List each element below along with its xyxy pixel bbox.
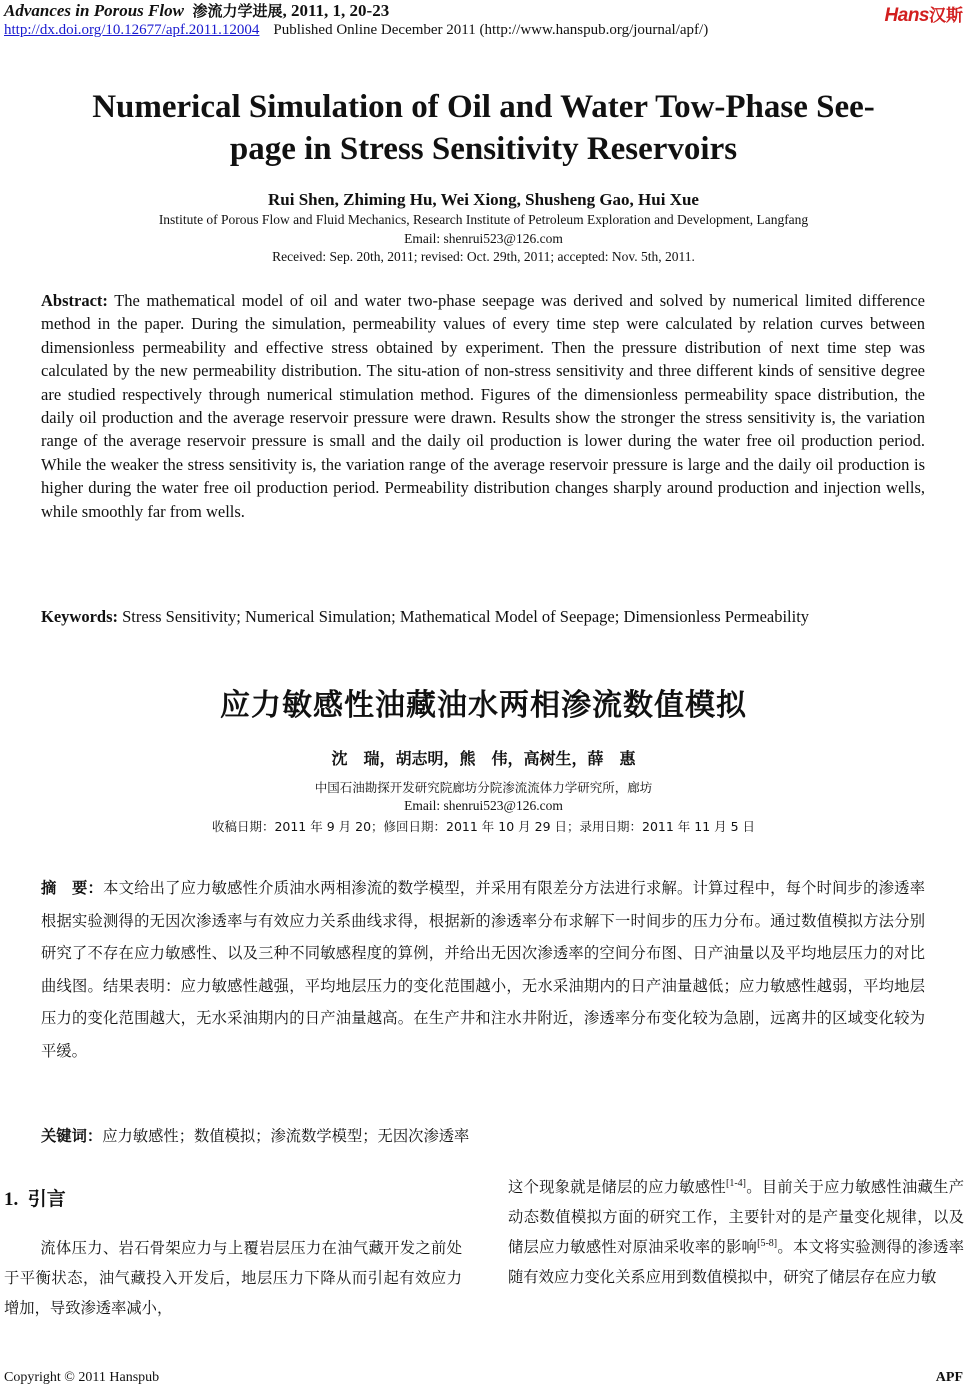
- abstract-label-cn: 摘 要：: [41, 879, 104, 897]
- abstract-en: [41, 289, 925, 523]
- abstract-cn: [41, 872, 925, 1068]
- section-heading-intro: [4, 1184, 66, 1211]
- title-line-1: Numerical Simulation of Oil and Water Tow-Phase See-: [92, 89, 875, 125]
- journal-name-cn: 渗流力学进展: [192, 2, 283, 20]
- abstract-label: Abstract:: [41, 291, 108, 310]
- citation-5-8[interactable]: [5-8]: [757, 1237, 778, 1249]
- dates-en: Received: Sep. 20th, 2011; revised: Oct. 29th, 2011; accepted: Nov. 5th, 2011.: [272, 249, 695, 264]
- intro-paragraph-left: 流体压力、岩石骨架应力与上覆岩层压力在油气藏开发之前处于平衡状态，油气藏投入开发后，地层压力下降从而引起有效应力增加，导致渗透率减小，: [4, 1239, 462, 1317]
- footer-copyright: Copyright © 2011 Hanspub: [4, 1370, 160, 1385]
- section-title: 引言: [27, 1188, 66, 1210]
- dates-cn: 收稿日期：2011 年 9 月 20；修回日期：2011 年 10 月 29 日；录用日期：2011 年 11 月 5 日: [211, 819, 756, 834]
- body-column-left: [4, 1233, 462, 1323]
- email-cn: Email: shenrui523@126.com: [404, 798, 563, 813]
- intro-text-right-1: 这个现象就是储层的应力敏感性: [508, 1178, 726, 1196]
- abstract-text: The mathematical model of oil and water two-phase seepage was derived and solved by numerical limited difference method in the paper. During the simulation, permeability values of every time step were calculated by relation curves between dimensionless permeability and effective stress obtained by experiment. Then the pressure distribution of next time step was calculated by the new permeability distribution. The situ-ation of non-stress sensitivity and three different kinds of sensitive degree are studied respectively through numerical stimulation method. Figures of the dimensionless permeability space distribution, the daily oil production and the average reservoir pressure were drawn. Results show the stronger the stress sensitivity is, the variation range of the average reservoir pressure is small and the daily oil production is lower during the water free oil production period. While the weaker the stress sensitivity is, the variation range of the average reservoir pressure is large and the daily oil production is higher during the water free oil production period. Permeability distribution changes sharply around production and injection wells, while smoothly far from wells.: [41, 291, 925, 521]
- intro-text-right-3: 。本文将实验测得的渗透率随有效应力变化关系应用到数值模拟中，研究了储层存在应力敏: [508, 1238, 964, 1286]
- keywords-en: [41, 606, 882, 628]
- abstract-text-cn: 本文给出了应力敏感性介质油水两相渗流的数学模型，并采用有限差分方法进行求解。计算过程中，每个时间步的渗透率根据实验测得的无因次渗透率与有效应力关系曲线求得，根据新的渗透率分布求解下一时间步的压力分布。通过数值模拟方法分别研究了不存在应力敏感性、以及三种不同敏感程度的算例，并给出无因次渗透率的空间分布图、日产油量以及平均地层压力的对比曲线图。结果表明：应力敏感性越强，平均地层压力的变化范围越小，无水采油期内的日产油量越低；应力敏感性越弱，平均地层压力的变化范围越大，无水采油期内的日产油量越高。在生产井和注水井附近，渗透率分布变化较为急剧，远离井的区域变化较为平缓。: [41, 879, 925, 1060]
- paper-title-en: [0, 86, 967, 170]
- journal-name-en: Advances in Porous Flow: [4, 1, 184, 20]
- doi-line: [4, 22, 708, 39]
- body-column-right: [508, 1172, 964, 1292]
- keywords-text: Stress Sensitivity; Numerical Simulation; Mathematical Model of Seepage; Dimensionless Permeability: [122, 607, 810, 626]
- title-line-2: page in Stress Sensitivity Reservoirs: [229, 131, 738, 167]
- intro-text-right-2: 。目前关于应力敏感性油藏生产动态数值模拟方面的研究工作，主要针对的是产量变化规律，以及储层应力敏感性对原油采收率的影响: [508, 1178, 964, 1256]
- keywords-cn: [41, 1124, 469, 1146]
- doi-link[interactable]: http://dx.doi.org/10.12677/apf.2011.12004: [4, 22, 260, 38]
- authors-en: Rui Shen, Zhiming Hu, Wei Xiong, Shusheng Gao, Hui Xue: [268, 190, 699, 209]
- paper-title-cn: 应力敏感性油藏油水两相渗流数值模拟: [220, 688, 747, 723]
- logo-hans: Hans: [884, 5, 929, 26]
- journal-volume: , 2011, 1, 20-23: [282, 1, 390, 20]
- published-online: Published Online December 2011 (http://www.hanspub.org/journal/apf/): [273, 22, 709, 38]
- keywords-text-cn: 应力敏感性；数值模拟；渗流数学模型；无因次渗透率: [102, 1127, 470, 1145]
- authors-cn: 沈 瑞，胡志明，熊 伟，高树生，薛 惠: [331, 749, 636, 768]
- footer-journal-abbr: APF: [935, 1370, 963, 1385]
- citation-1-4[interactable]: [1-4]: [726, 1177, 746, 1189]
- affiliation-en: Institute of Porous Flow and Fluid Mechanics, Research Institute of Petroleum Exploration and Development, Langfang: [158, 212, 809, 227]
- keywords-label-cn: 关键词：: [41, 1127, 103, 1145]
- journal-header: [4, 0, 389, 21]
- section-number: 1.: [4, 1189, 19, 1210]
- logo-cn: 汉斯: [929, 6, 963, 26]
- email-en: Email: shenrui523@126.com: [404, 231, 563, 246]
- keywords-label: Keywords:: [41, 607, 118, 626]
- publisher-logo: [885, 1, 963, 27]
- affiliation-cn: 中国石油勘探开发研究院廊坊分院渗流流体力学研究所，廊坊: [314, 780, 653, 795]
